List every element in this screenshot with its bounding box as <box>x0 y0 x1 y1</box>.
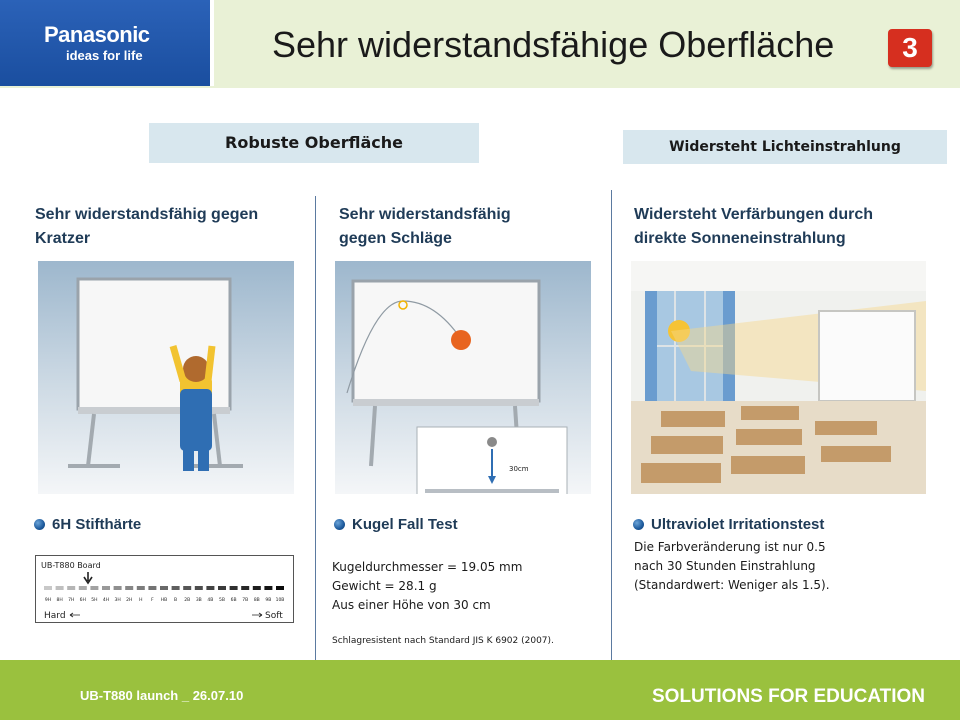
standard-note: Schlagresistent nach Standard JIS K 6902 (2007). <box>332 636 554 646</box>
scale-grade-label: H <box>139 598 143 603</box>
scale-bar <box>241 586 249 590</box>
footer-slogan: SOLUTIONS FOR EDUCATION <box>652 686 926 707</box>
scale-bar <box>56 586 64 590</box>
scale-bars <box>44 586 284 590</box>
scale-marker-arrow-icon <box>84 572 92 583</box>
scale-grade-label: 9H <box>44 598 52 603</box>
scale-grade-label: 7H <box>68 598 75 603</box>
bullet-pencil-hardness <box>34 516 141 533</box>
bullet-icon <box>34 519 45 530</box>
heading-line: Widersteht Verfärbungen durch <box>634 206 873 223</box>
scale-grade-label: 8B <box>253 598 260 603</box>
scale-grade-label: 6H <box>79 598 86 603</box>
scale-bar <box>114 586 122 590</box>
scale-bar <box>276 586 284 590</box>
scale-bar <box>230 586 238 590</box>
detail-line: Kugeldurchmesser = 19.05 mm <box>332 560 523 574</box>
heading-line: direkte Sonneneinstrahlung <box>634 230 846 247</box>
scale-grade-label: B <box>174 598 178 603</box>
column-heading-uv <box>634 203 934 251</box>
section-light-resistance: Widersteht Lichteinstrahlung <box>623 130 947 164</box>
bullet-uv-test <box>633 516 824 533</box>
column-heading-impact <box>339 203 599 251</box>
scale-bar <box>264 586 272 590</box>
scale-grade-label: 2B <box>184 598 191 603</box>
scale-grade-label: 10B <box>275 598 285 603</box>
scale-hard-label: Hard <box>44 611 66 621</box>
heading-line: Sehr widerstandsfähig <box>339 206 511 223</box>
bullet-icon <box>334 519 345 530</box>
pencil-hardness-scale <box>35 555 294 623</box>
scale-title: UB-T880 Board <box>41 561 101 570</box>
scale-bar <box>195 586 203 590</box>
scale-grade-label: 6B <box>230 598 237 603</box>
bullet-ball-drop-test <box>334 516 458 533</box>
panasonic-logo <box>0 0 214 86</box>
scale-bar <box>137 586 145 590</box>
scale-grade-label: 5H <box>91 598 98 603</box>
scale-soft-label: Soft <box>265 611 283 621</box>
scale-labels <box>45 597 285 603</box>
footer-bar <box>0 660 960 720</box>
scale-bar <box>172 586 180 590</box>
scale-grade-label: 3B <box>195 598 202 603</box>
photo-ball-drop-test <box>335 261 591 494</box>
bullet-icon <box>633 519 644 530</box>
detail-line: Aus einer Höhe von 30 cm <box>332 598 491 612</box>
bullet-label: Ultraviolet Irritationstest <box>651 516 825 533</box>
scale-grade-label: F <box>151 598 154 603</box>
heading-line: Kratzer <box>35 230 91 247</box>
scale-bar <box>253 586 261 590</box>
scale-grade-label: 8H <box>56 598 63 603</box>
ball-test-details <box>332 558 602 615</box>
scale-bar <box>206 586 214 590</box>
scale-bar <box>183 586 191 590</box>
scale-bar <box>148 586 156 590</box>
detail-line: Die Farbveränderung ist nur 0.5 <box>634 540 826 554</box>
photo-sunlit-classroom <box>631 261 926 494</box>
column-heading-scratch <box>35 203 305 251</box>
page-title: Sehr widerstandsfähige Oberfläche <box>272 24 835 65</box>
heading-line: gegen Schläge <box>339 230 452 247</box>
arrow-left-icon <box>70 613 80 617</box>
arrow-right-icon <box>252 613 262 617</box>
scale-grade-label: 2H <box>126 598 133 603</box>
scale-grade-label: 3H <box>114 598 121 603</box>
page-number-badge: 3 <box>888 29 932 67</box>
section-robust-surface: Robuste Oberfläche <box>149 123 479 163</box>
scale-bar <box>160 586 168 590</box>
scale-grade-label: 9B <box>265 598 272 603</box>
scale-bar <box>79 586 87 590</box>
detail-line: (Standardwert: Weniger als 1.5). <box>634 578 830 592</box>
logo-brand: Panasonic <box>44 22 150 47</box>
scale-bar <box>218 586 226 590</box>
scale-grade-label: 4B <box>207 598 214 603</box>
heading-line: Sehr widerstandsfähig gegen <box>35 206 259 223</box>
scale-bar <box>90 586 98 590</box>
scale-bar <box>44 586 52 590</box>
scale-grade-label: 7B <box>242 598 249 603</box>
footer-launch-label: UB-T880 launch _ 26.07.10 <box>80 688 244 703</box>
drop-height-label: 30cm <box>509 465 529 473</box>
scale-bar <box>125 586 133 590</box>
scale-grade-label: HB <box>160 598 168 603</box>
scale-bar <box>67 586 75 590</box>
uv-test-details <box>634 538 924 595</box>
bullet-label: Kugel Fall Test <box>352 516 458 533</box>
detail-line: Gewicht = 28.1 g <box>332 579 437 593</box>
bullet-label: 6H Stifthärte <box>52 516 142 533</box>
detail-line: nach 30 Stunden Einstrahlung <box>634 559 816 573</box>
photo-child-drawing-on-whiteboard <box>38 261 294 494</box>
column-divider-2 <box>611 190 612 661</box>
scale-grade-label: 4H <box>102 598 110 603</box>
scale-bar <box>102 586 110 590</box>
column-divider-1 <box>315 196 316 661</box>
scale-grade-label: 5B <box>219 598 225 603</box>
logo-tagline: ideas for life <box>66 48 143 63</box>
